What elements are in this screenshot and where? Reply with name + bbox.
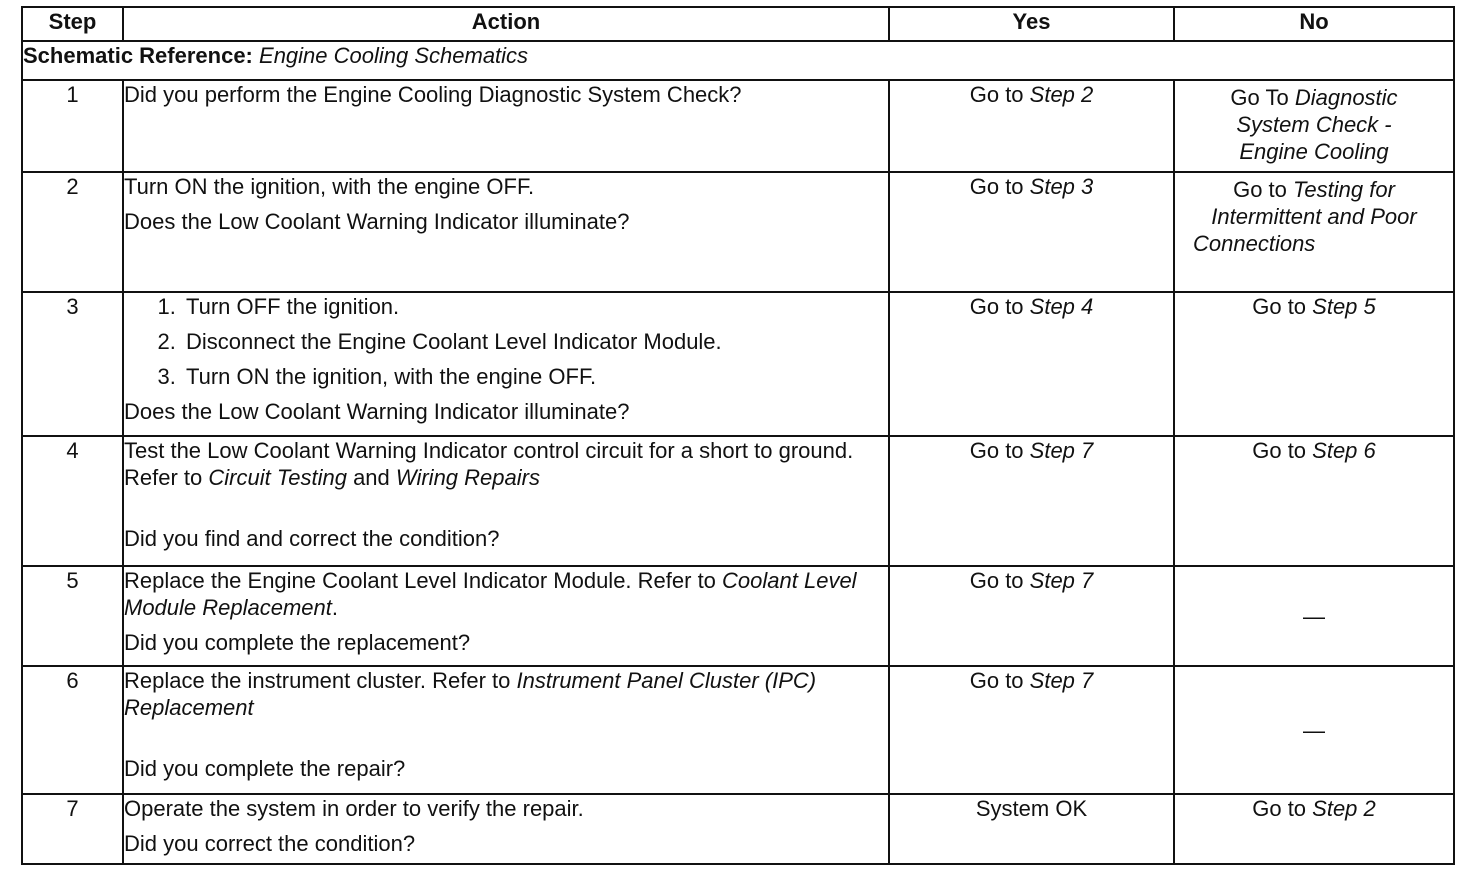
action-question: Does the Low Coolant Warning Indicator illuminate? (124, 209, 630, 234)
no-step-link[interactable]: Step 5 (1312, 294, 1376, 319)
action-cell (123, 80, 889, 172)
no-dash: — (1303, 603, 1325, 629)
table-row (22, 566, 1454, 666)
no-step-link[interactable]: Step 6 (1312, 438, 1376, 463)
action-cell (123, 794, 889, 864)
table-row (22, 794, 1454, 864)
action-cell (123, 436, 889, 566)
yes-prefix: Go to (969, 82, 1030, 107)
action-question: Did you complete the replacement? (124, 630, 471, 655)
step-number: 3 (22, 292, 123, 436)
step-number: 2 (22, 172, 123, 292)
schematic-reference (22, 41, 1454, 80)
ipc-replacement-link[interactable]: Instrument Panel Cluster (IPC) Replacement (124, 668, 817, 720)
yes-prefix: Go to (969, 668, 1030, 693)
step-number: 7 (22, 794, 123, 864)
no-cell (1174, 666, 1454, 794)
no-cell (1174, 794, 1454, 864)
action-instruction (124, 437, 888, 491)
step-number: 4 (22, 436, 123, 566)
yes-step-link[interactable]: Step 3 (1029, 174, 1094, 199)
action-instruction (124, 567, 888, 621)
header-step: Step (22, 7, 123, 41)
wiring-repairs-link[interactable]: Wiring Repairs (395, 465, 540, 490)
no-dash: — (1303, 717, 1325, 743)
action-text: Replace the Engine Coolant Level Indicator Module. Refer to (124, 568, 723, 593)
no-link-line2[interactable]: Intermittent and Poor (1211, 204, 1417, 229)
step-number: 5 (22, 566, 123, 666)
schematic-link[interactable]: Engine Cooling Schematics (259, 43, 529, 68)
no-cell (1174, 436, 1454, 566)
no-link-line2[interactable]: System Check - (1236, 112, 1392, 137)
header-no: No (1174, 7, 1454, 41)
table-row (22, 80, 1454, 172)
yes-cell (889, 80, 1174, 172)
action-line: Operate the system in order to verify the repair. (124, 796, 584, 821)
schematic-reference-row (22, 41, 1454, 80)
table-row (22, 172, 1454, 292)
no-link-line3[interactable]: Engine Cooling (1239, 139, 1389, 164)
action-question: Does the Low Coolant Warning Indicator illuminate? (124, 399, 630, 424)
action-cell (123, 566, 889, 666)
yes-step-link[interactable]: Step 7 (1029, 668, 1094, 693)
action-text: Test the Low Coolant Warning Indicator control circuit for a short to ground. Refer to (124, 438, 854, 490)
no-link[interactable]: Testing for (1293, 177, 1395, 202)
no-prefix: Go To (1230, 85, 1295, 110)
no-prefix: Go to (1252, 294, 1313, 319)
no-link-line3[interactable]: Connections (1193, 231, 1316, 256)
no-prefix: Go to (1252, 438, 1313, 463)
action-cell (123, 666, 889, 794)
action-question: Did you complete the repair? (124, 756, 406, 781)
no-cell (1174, 292, 1454, 436)
header-row (22, 7, 1454, 41)
action-text: Replace the instrument cluster. Refer to (124, 668, 517, 693)
action-steps-list (124, 293, 888, 390)
no-prefix: Go to (1252, 796, 1313, 821)
table-row (22, 666, 1454, 794)
action-cell (123, 292, 889, 436)
no-step-link[interactable]: Step 2 (1312, 796, 1376, 821)
yes-cell (889, 566, 1174, 666)
header-yes: Yes (889, 7, 1174, 41)
action-question: Did you find and correct the condition? (124, 526, 500, 551)
table-row (22, 436, 1454, 566)
action-cell (123, 172, 889, 292)
list-item: 3. Turn ON the ignition, with the engine OFF. (182, 363, 888, 390)
yes-step-link[interactable]: Step 4 (1029, 294, 1094, 319)
yes-cell (889, 794, 1174, 864)
yes-step-link[interactable]: Step 2 (1029, 82, 1094, 107)
action-question: Did you correct the condition? (124, 831, 416, 856)
yes-prefix: Go to (969, 174, 1030, 199)
action-question: Did you perform the Engine Cooling Diagnostic System Check? (124, 82, 742, 107)
action-text: . (331, 595, 339, 620)
action-instruction (124, 667, 888, 721)
no-cell (1174, 80, 1454, 172)
list-item: 1. Turn OFF the ignition. (182, 293, 888, 320)
yes-prefix: Go to (969, 294, 1030, 319)
step-number: 1 (22, 80, 123, 172)
yes-prefix: Go to (969, 568, 1030, 593)
no-link[interactable]: Diagnostic (1294, 85, 1398, 110)
yes-step-link[interactable]: Step 7 (1029, 438, 1094, 463)
schematic-label: Schematic Reference: (23, 43, 253, 68)
no-cell (1174, 172, 1454, 292)
no-prefix: Go to (1233, 177, 1293, 202)
coolant-level-module-replacement-link[interactable]: Coolant Level Module Replacement (124, 568, 857, 620)
header-action: Action (123, 7, 889, 41)
diagnostic-table (21, 6, 1455, 865)
yes-cell (889, 436, 1174, 566)
yes-prefix: Go to (969, 438, 1030, 463)
yes-result: System OK (975, 796, 1088, 821)
table-row (22, 292, 1454, 436)
yes-cell (889, 172, 1174, 292)
yes-cell (889, 292, 1174, 436)
yes-step-link[interactable]: Step 7 (1029, 568, 1094, 593)
no-cell (1174, 566, 1454, 666)
step-number: 6 (22, 666, 123, 794)
action-line: Turn ON the ignition, with the engine OFF. (124, 174, 535, 199)
action-text: and (346, 465, 396, 490)
yes-cell (889, 666, 1174, 794)
list-item: 2. Disconnect the Engine Coolant Level Indicator Module. (182, 328, 888, 355)
circuit-testing-link[interactable]: Circuit Testing (208, 465, 347, 490)
